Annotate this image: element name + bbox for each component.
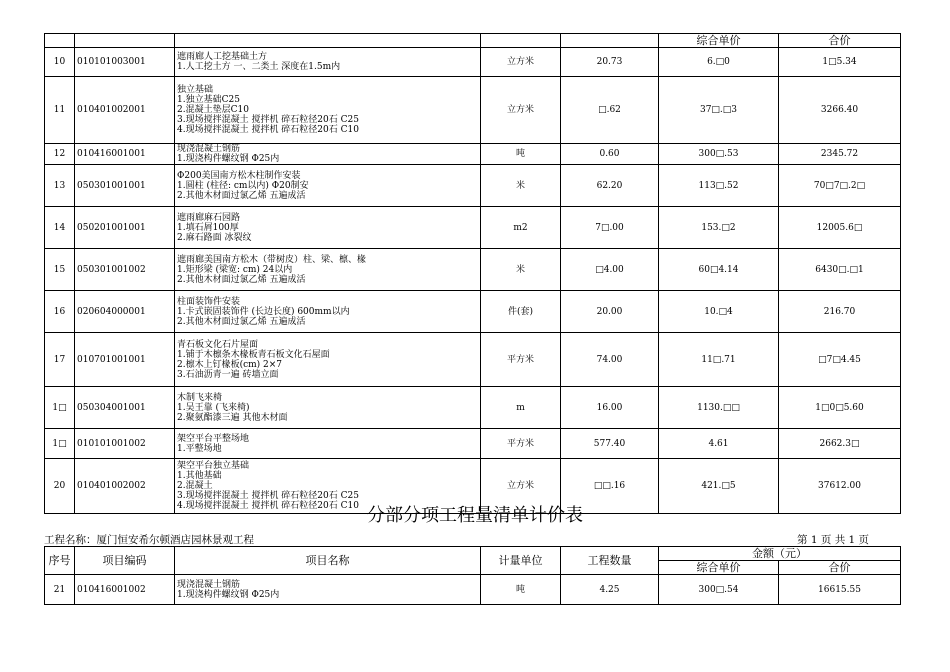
description-line: 木制飞来椅 [177,392,223,403]
row-code: 010101003001 [75,48,175,77]
row-code: 010416001001 [75,144,175,165]
table-row [45,249,901,291]
row-no: 1□ [45,429,75,459]
description-line: 2.檩木上钉椽板(cm) 2×7 [177,359,283,370]
row-description [175,429,481,459]
row-unit: 吨 [481,144,561,165]
row-qty: 577.40 [561,429,659,459]
description-line: 2.混凝土垫层C10 [177,105,249,115]
description-line: 4.现场搅拌混凝土 搅拌机 碎石粒径20石 C10 [177,501,359,511]
description-line: 遮雨廊美国南方松木（带树皮）柱、梁、檩、椽 [177,254,367,265]
description-line: 2.混凝土 [177,481,213,491]
description-line: 2.麻石路面 冰裂纹 [177,232,252,243]
table-row [45,291,901,333]
row-total: 6430□.□1 [779,249,901,291]
description-line: 现浇混凝土钢筋 [177,579,241,590]
header-unit: 计量单位 [481,547,561,575]
description-line: 1.平整场地 [177,443,222,454]
description-line: 4.现场搅拌混凝土 搅拌机 碎石粒径20石 C10 [177,125,359,135]
row-no: 16 [45,291,75,333]
row-qty: 74.00 [561,333,659,387]
row-description [175,249,481,291]
description-line: 遮雨廊麻石园路 [177,212,241,223]
row-qty: □□.16 [561,459,659,514]
header-unit-price: 综合单价 [659,561,779,575]
table-row [45,333,901,387]
row-description [175,387,481,429]
row-description [175,291,481,333]
description-line: 3.现场搅拌混凝土 搅拌机 碎石粒径20石 C25 [177,491,359,501]
row-price: 421.□5 [659,459,779,514]
row-code: 050201001001 [75,207,175,249]
row-code: 050301001002 [75,249,175,291]
project-name: 工程名称：厦门恒安希尔顿酒店园林景观工程 [44,534,254,546]
row-no: 15 [45,249,75,291]
description-line: 1.独立基础C25 [177,95,240,105]
row-unit: 平方米 [481,333,561,387]
row-price: 10.□4 [659,291,779,333]
description-line: 柱面装饰件安装 [177,296,241,307]
row-price: 113□.52 [659,165,779,207]
description-line: 青石板文化石片屋面 [177,339,259,350]
table-row [45,165,901,207]
description-line: 1.现浇构件螺纹钢 Φ25内 [177,589,280,600]
row-no: 13 [45,165,75,207]
header-name: 项目名称 [175,547,481,575]
row-price: 11□.71 [659,333,779,387]
description-line: 1.填石屑100厚 [177,222,239,233]
row-total: 37612.00 [779,459,901,514]
row-unit: 件(套) [481,291,561,333]
row-no: 17 [45,333,75,387]
row-total: 2345.72 [779,144,901,165]
row-description [175,575,481,605]
row-total: 1□0□5.60 [779,387,901,429]
top-table [44,33,901,514]
row-total: □7□4.45 [779,333,901,387]
description-line: 1.吴王靠 (飞来椅) [177,402,250,413]
row-price: 153.□2 [659,207,779,249]
description-line: 1.人工挖土方 一、二类土 深度在1.5m内 [177,62,341,72]
header-blank [175,34,481,48]
description-line: 3.现场搅拌混凝土 搅拌机 碎石粒径20石 C25 [177,115,359,125]
row-qty: 20.73 [561,48,659,77]
description-line: 1.卡式嵌固装饰件 (长边长度) 600mm以内 [177,306,350,317]
row-code: 010416001002 [75,575,175,605]
description-line: 现浇混凝土钢筋 [177,144,241,154]
page-title: 分部分项工程量清单计价表 [367,505,583,526]
description-line: 1.其他基础 [177,471,222,481]
header-no: 序号 [45,547,75,575]
row-no: 14 [45,207,75,249]
table-row [45,429,901,459]
row-qty: 7□.00 [561,207,659,249]
table-row [45,144,901,165]
row-no: 11 [45,77,75,144]
row-price: 6.□0 [659,48,779,77]
page-number: 第 1 页 共 1 页 [797,534,870,546]
row-unit: 立方米 [481,459,561,514]
row-price: 300□.53 [659,144,779,165]
row-no: 21 [45,575,75,605]
row-qty: 16.00 [561,387,659,429]
description-line: 架空平台独立基础 [177,461,250,471]
description-line: 3.石油沥青一遍 砖墙立面 [177,369,279,380]
row-code: 020604000001 [75,291,175,333]
description-line: 遮雨廊人工挖基础土方 [177,52,268,62]
description-line: 2.其他木材面过氯乙烯 五遍成活 [177,316,306,327]
row-total: 2662.3□ [779,429,901,459]
header-total: 合价 [779,34,901,48]
bottom-table [44,546,901,605]
row-description [175,77,481,144]
description-line: 1.圆柱 (柱径: cm以内) Φ20制安 [177,180,309,191]
row-total: 216.70 [779,291,901,333]
header-blank [45,34,75,48]
header-blank [561,34,659,48]
row-total: 1□5.34 [779,48,901,77]
row-code: 010701001001 [75,333,175,387]
row-code: 010401002002 [75,459,175,514]
row-unit: 米 [481,249,561,291]
table-row [45,77,901,144]
table-row [45,387,901,429]
row-code: 010401002001 [75,77,175,144]
description-line: 1.现浇构件螺纹钢 Φ25内 [177,154,280,164]
description-line: 2.聚氨酯漆三遍 其他木材面 [177,412,288,423]
description-line: 架空平台平整场地 [177,433,250,444]
description-line: 2.其他木材面过氯乙烯 五遍成活 [177,190,306,201]
row-price: 4.61 [659,429,779,459]
description-line: 独立基础 [177,85,214,95]
row-qty: 0.60 [561,144,659,165]
row-qty: 20.00 [561,291,659,333]
row-no: 12 [45,144,75,165]
table-row [45,575,901,605]
row-qty: 4.25 [561,575,659,605]
row-total: 70□7□.2□ [779,165,901,207]
header-unit-price: 综合单价 [659,34,779,48]
header-total: 合价 [779,561,901,575]
row-price: 1130.□□ [659,387,779,429]
row-code: 050301001001 [75,165,175,207]
header-code: 项目编码 [75,547,175,575]
row-unit: 立方米 [481,48,561,77]
top-header-row [45,34,901,48]
bottom-header-row [45,547,901,561]
description-line: Φ200美国南方松木柱制作安装 [177,170,301,181]
row-unit: m [481,387,561,429]
row-total: 12005.6□ [779,207,901,249]
row-unit: m2 [481,207,561,249]
description-line: 1.铺于木檩条木椽板青石板文化石屋面 [177,349,330,360]
row-unit: 平方米 [481,429,561,459]
row-no: 20 [45,459,75,514]
row-qty: 62.20 [561,165,659,207]
row-no: 1□ [45,387,75,429]
header-blank [75,34,175,48]
row-code: 050304001001 [75,387,175,429]
table-row [45,207,901,249]
row-unit: 立方米 [481,77,561,144]
header-blank [481,34,561,48]
row-price: 300□.54 [659,575,779,605]
row-total: 16615.55 [779,575,901,605]
description-line: 2.其他木材面过氯乙烯 五遍成活 [177,274,306,285]
row-qty: □4.00 [561,249,659,291]
row-price: 60□4.14 [659,249,779,291]
header-amount: 金额（元） [659,547,901,561]
row-code: 010101001002 [75,429,175,459]
row-total: 3266.40 [779,77,901,144]
row-unit: 米 [481,165,561,207]
header-qty: 工程数量 [561,547,659,575]
table-row [45,48,901,77]
description-line: 1.矩形梁 (梁宽: cm) 24以内 [177,264,293,275]
row-description [175,165,481,207]
row-qty: □.62 [561,77,659,144]
row-no: 10 [45,48,75,77]
row-description [175,48,481,77]
row-description [175,144,481,165]
row-price: 37□.□3 [659,77,779,144]
row-description [175,207,481,249]
row-unit: 吨 [481,575,561,605]
row-description [175,333,481,387]
